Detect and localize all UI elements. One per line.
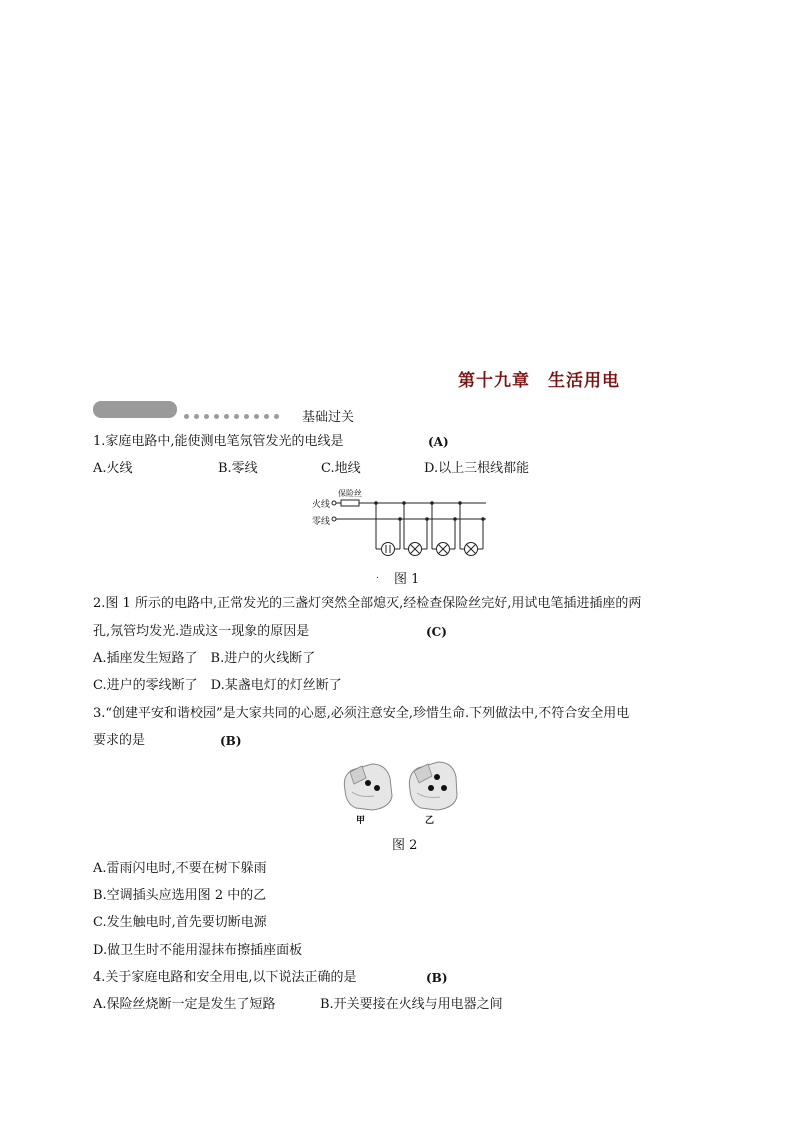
fig1-live-label: 火线 xyxy=(312,500,331,510)
q3-stem-line2: 要求的是 xyxy=(93,733,146,748)
q3-stem-line1: 3.“创建平安和谐校园”是大家共同的心愿,必须注意安全,珍惜生命.下列做法中,不符合安全用电 xyxy=(93,706,630,721)
q4-answer: (B) xyxy=(426,971,448,985)
fig2-label-jia: 甲 xyxy=(356,816,366,826)
fig1-neutral-label: 零线 xyxy=(312,517,331,527)
q4-stem: 4.关于家庭电路和安全用电,以下说法正确的是 xyxy=(93,970,357,985)
q3-option-a: A.雷雨闪电时,不要在树下躲雨 xyxy=(93,861,267,876)
chapter-title: 第十九章 生活用电 xyxy=(458,371,620,391)
q2-stem-line2: 孔,氖管均发光.造成这一现象的原因是 xyxy=(93,624,310,639)
fig2-label-yi: 乙 xyxy=(425,816,435,826)
fig1-caption: 图 1 xyxy=(394,572,420,587)
q3-option-c: C.发生触电时,首先要切断电源 xyxy=(93,915,267,930)
section-label: 基础过关 xyxy=(302,410,355,425)
q2-answer: (C) xyxy=(426,625,447,639)
q3-option-b: B.空调插头应选用图 2 中的乙 xyxy=(93,888,267,903)
q4-option-b: B.开关要接在火线与用电器之间 xyxy=(320,997,503,1012)
q3-answer: (B) xyxy=(220,734,242,748)
fig1-fuse-label: 保险丝 xyxy=(338,489,362,498)
q3-option-d: D.做卫生时不能用湿抹布擦插座面板 xyxy=(93,943,303,958)
fig1-stray-mark: . xyxy=(376,571,379,581)
q1-answer: (A) xyxy=(428,435,449,449)
fig2-caption: 图 2 xyxy=(392,838,418,853)
q2-options-cd: C.进户的零线断了 D.某盏电灯的灯丝断了 xyxy=(93,678,342,693)
q2-stem-line1: 2.图 1 所示的电路中,正常发光的三盏灯突然全部熄灭,经检查保险丝完好,用试电笔插进插座的两 xyxy=(93,596,642,611)
q1-option-d: D.以上三根线都能 xyxy=(424,461,530,476)
q1-option-b: B.零线 xyxy=(218,461,258,476)
q1-option-a: A.火线 xyxy=(93,461,133,476)
q1-stem: 1.家庭电路中,能使测电笔氖管发光的电线是 xyxy=(93,434,344,449)
q4-option-a: A.保险丝烧断一定是发生了短路 xyxy=(93,997,276,1012)
q1-option-c: C.地线 xyxy=(321,461,361,476)
q2-options-ab: A.插座发生短路了 B.进户的火线断了 xyxy=(93,651,316,666)
